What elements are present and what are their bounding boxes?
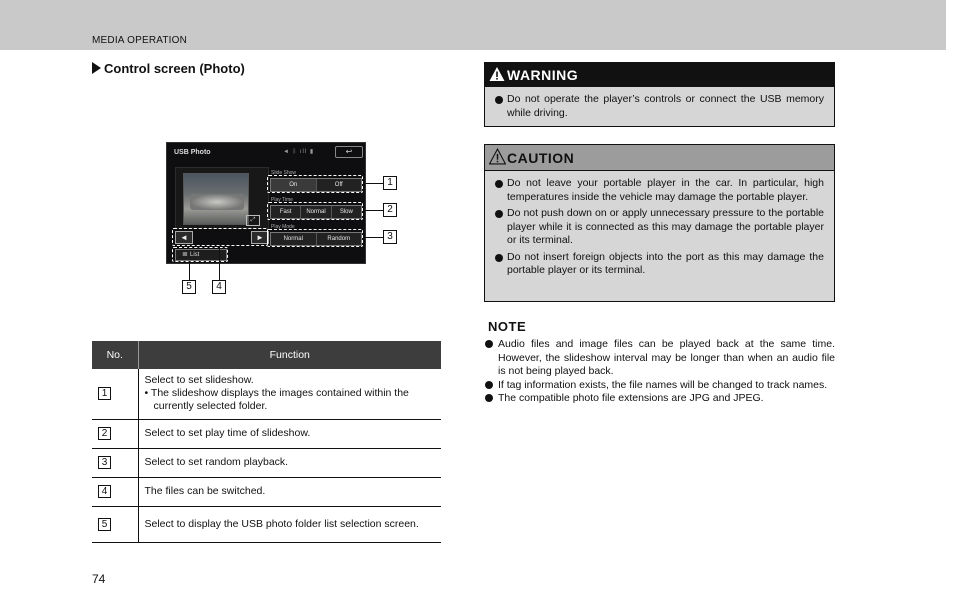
leader-line-2 <box>363 210 383 211</box>
play-time-normal: Normal <box>301 206 331 218</box>
play-time-label: Play Time <box>271 197 293 203</box>
bullet-icon <box>495 254 503 262</box>
note-body <box>485 338 835 406</box>
caution-triangle-icon <box>489 148 506 165</box>
bullet-icon <box>485 394 493 402</box>
row-number: 2 <box>92 419 138 448</box>
leader-line-1 <box>363 183 383 184</box>
warning-item: Do not operate the player’s controls or connect the USB memory while driving. <box>495 93 824 120</box>
row-number: 4 <box>92 477 138 506</box>
section-title <box>92 61 245 76</box>
leader-line-4 <box>219 246 220 280</box>
callout-number-4: 4 <box>212 280 226 294</box>
row-number: 3 <box>92 448 138 477</box>
warning-box <box>484 62 835 127</box>
table-row <box>92 477 441 506</box>
list-button-illustration: ≣ List <box>175 249 227 261</box>
back-arrow-icon: ↩ <box>335 146 363 158</box>
callout-number-3: 3 <box>383 230 397 244</box>
slide-show-off: Off <box>334 182 343 188</box>
play-mode-label: Play Mode <box>271 224 295 230</box>
table-row <box>92 506 441 542</box>
row-function: Select to display the USB photo folder list selection screen. <box>138 506 441 542</box>
note-item: If tag information exists, the file names will be changed to track names. <box>485 379 835 393</box>
bullet-icon <box>495 210 503 218</box>
caution-body <box>485 171 834 278</box>
callout-number-1: 1 <box>383 176 397 190</box>
row-function: Select to set slideshow. • The slideshow displays the images contained within the currently selected folder. <box>138 369 441 419</box>
callout-number-5: 5 <box>182 280 196 294</box>
leader-line-5 <box>189 262 190 280</box>
row-function: Select to set random playback. <box>138 448 441 477</box>
callout-highlight-2 <box>267 202 363 220</box>
caution-title: CAUTION <box>507 150 575 166</box>
caution-title-bar <box>485 145 834 171</box>
callout-highlight-3 <box>267 229 363 247</box>
bullet-icon <box>485 381 493 389</box>
caution-item: Do not insert foreign objects into the port as this may damage the portable player or its terminal. <box>495 251 824 278</box>
status-icons: ◄ ᛒ ıll ▮ <box>283 149 315 155</box>
next-arrow-icon: ► <box>251 231 269 244</box>
prev-arrow-icon: ◄ <box>175 231 193 244</box>
table-row <box>92 369 441 419</box>
table-header-row <box>92 341 441 369</box>
caution-item: Do not leave your portable player in the car. In particular, high temperatures inside the vehicle may damage the portable player. <box>495 177 824 204</box>
row-function: The files can be switched. <box>138 477 441 506</box>
note-item: The compatible photo file extensions are JPG and JPEG. <box>485 392 835 406</box>
header-no: No. <box>92 341 138 369</box>
table-row <box>92 419 441 448</box>
bullet-icon <box>495 96 503 104</box>
warning-title: WARNING <box>507 67 579 83</box>
callout-number-2: 2 <box>383 203 397 217</box>
table-row <box>92 448 441 477</box>
screen-title: USB Photo <box>174 149 211 156</box>
section-title-text: Control screen (Photo) <box>104 61 245 76</box>
bullet-icon <box>495 180 503 188</box>
play-time-fast: Fast <box>271 206 301 218</box>
page-number: 74 <box>92 572 106 586</box>
fit-icon: ⤢ <box>246 215 260 226</box>
row-function: Select to set play time of slideshow. <box>138 419 441 448</box>
caution-item: Do not push down on or apply unnecessary pressure to the portable player while it is connected as this may damage the portable player or its terminal. <box>495 207 824 248</box>
triangle-right-icon <box>92 62 101 74</box>
note-item: Audio files and image files can be played back at the same time. However, the slideshow interval may be longer than when an audio file is not being played back. <box>485 338 835 379</box>
warning-triangle-icon <box>489 66 505 82</box>
play-time-slow: Slow <box>339 209 353 215</box>
slide-show-on: On <box>271 179 317 191</box>
warning-body <box>485 87 834 120</box>
photo-thumbnail <box>183 173 249 225</box>
warning-title-bar <box>485 63 834 87</box>
callout-highlight-1 <box>267 175 363 193</box>
play-mode-normal: Normal <box>271 233 317 245</box>
note-title: NOTE <box>488 319 527 334</box>
section-header: MEDIA OPERATION <box>92 35 188 46</box>
slide-show-label: Slide Show <box>271 170 297 176</box>
bullet-icon <box>485 340 493 348</box>
callout-highlight-4 <box>172 228 268 246</box>
function-table <box>92 341 441 543</box>
row-number: 5 <box>92 506 138 542</box>
row-number: 1 <box>92 369 138 419</box>
header-function: Function <box>138 341 441 369</box>
play-mode-random: Random <box>327 236 351 242</box>
caution-box <box>484 144 835 302</box>
leader-line-3 <box>363 237 383 238</box>
